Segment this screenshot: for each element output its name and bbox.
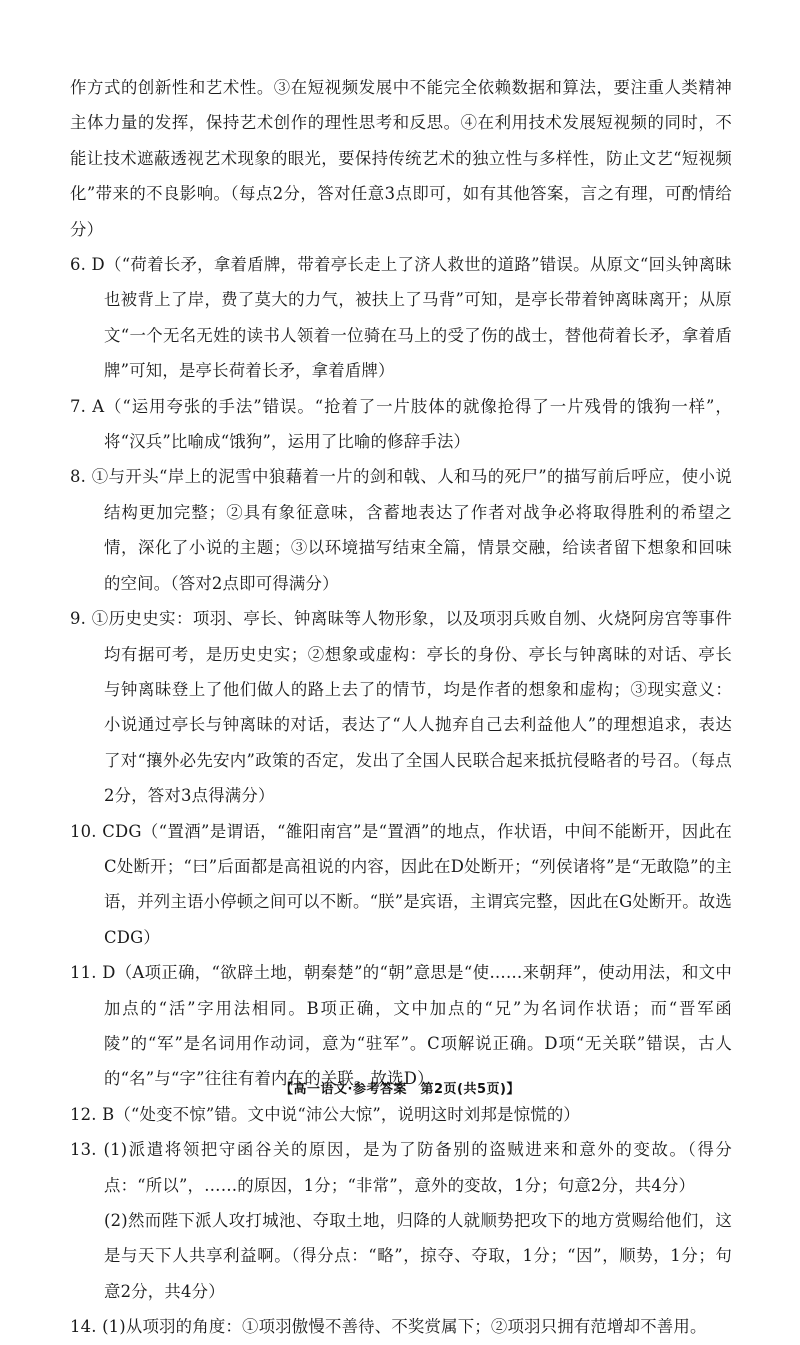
page-footer: 【高一语文·参考答案 第2页(共5页)】 [280, 1082, 520, 1097]
answer-q12: 12. B（“处变不惊”错。文中说“沛公大惊”，说明这时刘邦是惊慌的） [70, 1104, 580, 1124]
answer-q8: 8. ①与开头“岸上的泥雪中狼藉着一片的剑和戟、人和马的死尸”的描写前后呼应，使小说结构更加完整；②具有象征意味，含蓄地表达了作者对战争必将取得胜利的希望之情，深化了小说的主题；③以环境描写结束全篇，情景交融，给读者留下想象和回味的空间。（答对2点即可得满分） [70, 467, 732, 593]
answer-content [70, 70, 732, 1345]
q5-continuation: 作方式的创新性和艺术性。③在短视频发展中不能完全依赖数据和算法，要注重人类精神主体力量的发挥，保持艺术创作的理性思考和反思。④在利用技术发展短视频的同时，不能让技术遮蔽透视艺术现象的眼光，要保持传统艺术的独立性与多样性，防止文艺“短视频化”带来的不良影响。（每点2分，答对任意3点即可，如有其他答案，言之有理，可酌情给分） [70, 78, 732, 239]
answer-q14: 14. (1)从项羽的角度：①项羽傲慢不善待、不奖赏属下；②项羽只拥有范增却不善用。 [70, 1317, 707, 1337]
answer-q7: 7. A（“运用夸张的手法”错误。“抢着了一片肢体的就像抢得了一片残骨的饿狗一样”，将“汉兵”比喻成“饿狗”，运用了比喻的修辞手法） [70, 396, 732, 452]
answer-q11: 11. D（A项正确，“欲辟土地，朝秦楚”的“朝”意思是“使……来朝拜”，使动用法，和文中加点的“活”字用法相同。B项正确，文中加点的“兄”为名词作状语；而“晋军函陵”的“军”是名词用作动词，意为“驻军”。C项解说正确。D项“无关联”错误，古人的“名”与“字”往往有着内在的关联。故选D） [70, 963, 732, 1089]
answer-q13-part1: 13. (1)派遣将领把守函谷关的原因，是为了防备别的盗贼进来和意外的变故。（得分点：“所以”，……的原因，1分；“非常”，意外的变故，1分；句意2分，共4分） [70, 1140, 732, 1195]
answer-q9: 9. ①历史史实：项羽、亭长、钟离昧等人物形象，以及项羽兵败自刎、火烧阿房宫等事件均有据可考，是历史史实；②想象或虚构：亭长的身份、亭长与钟离昧的对话、亭长与钟离昧登上了他们做人的路上去了的情节，均是作者的想象和虚构；③现实意义：小说通过亭长与钟离昧的对话，表达了“人人抛弃自己去利益他人”的理想追求，表达了对“攘外必先安内”政策的否定，发出了全国人民联合起来抵抗侵略者的号召。（每点2分，答对3点得满分） [70, 609, 732, 806]
answer-q13-part2: (2)然而陛下派人攻打城池、夺取土地，归降的人就顺势把攻下的地方赏赐给他们，这是与天下人共享利益啊。（得分点：“略”，掠夺、夺取，1分；“因”，顺势，1分；句意2分，共4分） [104, 1211, 732, 1301]
answer-q10: 10. CDG（“置酒”是谓语，“雒阳南宫”是“置酒”的地点，作状语，中间不能断开，因此在C处断开；“曰”后面都是高祖说的内容，因此在D处断开；“列侯诸将”是“无敢隐”的主语，并列主语小停顿之间可以不断。“朕”是宾语，主谓宾完整，因此在G处断开。故选CDG） [70, 821, 732, 947]
answer-q6: 6. D（“荷着长矛，拿着盾牌，带着亭长走上了济人救世的道路”错误。从原文“回头钟离昧也被背上了岸，费了莫大的力气，被扶上了马背”可知，是亭长带着钟离昧离开；从原文“一个无名无姓的读书人领着一位骑在马上的受了伤的战士，替他荷着长矛，拿着盾牌”可知，是亭长荷着长矛，拿着盾牌） [70, 255, 732, 381]
